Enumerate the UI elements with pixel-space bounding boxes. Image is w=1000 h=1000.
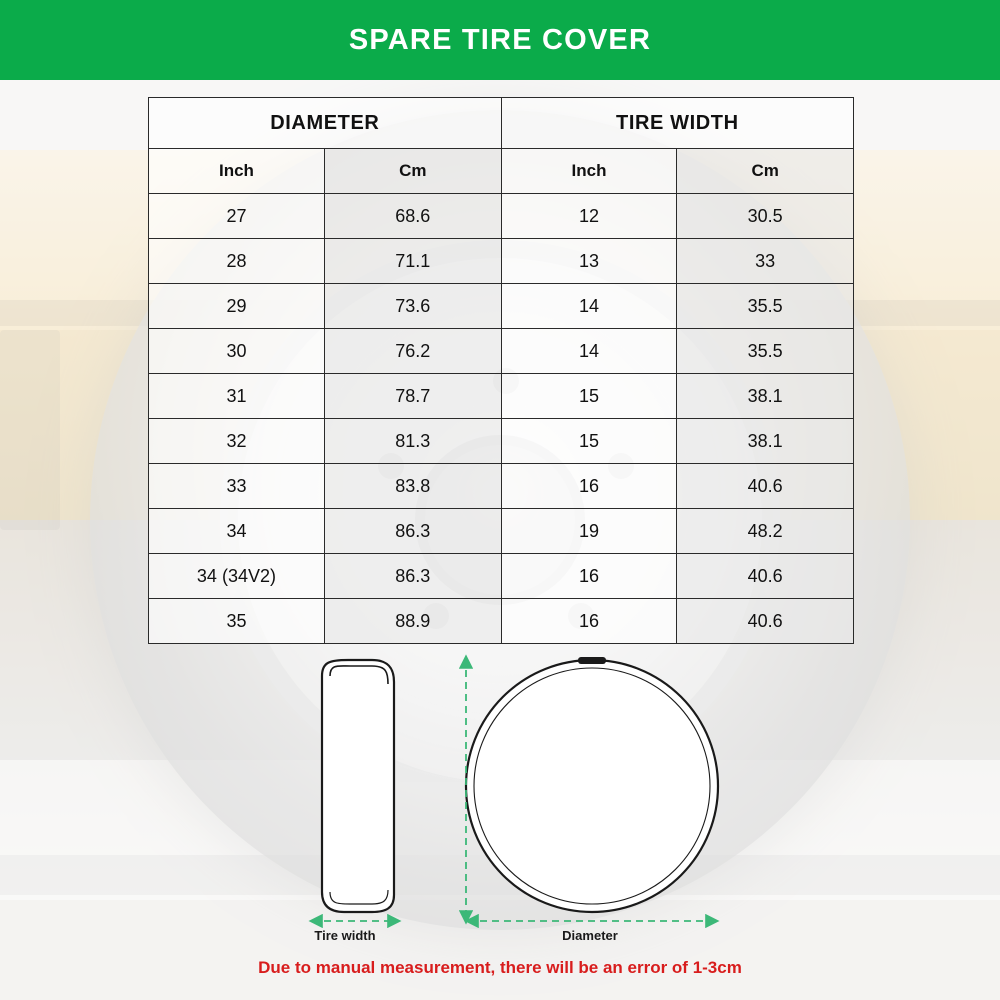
cell-diameter-inch: 31 xyxy=(149,374,325,419)
cell-width-cm: 35.5 xyxy=(677,284,854,329)
group-header-tire-width: TIRE WIDTH xyxy=(501,98,853,149)
table-row xyxy=(149,464,854,509)
table-row xyxy=(149,554,854,599)
cell-diameter-inch: 35 xyxy=(149,599,325,644)
cell-diameter-cm: 86.3 xyxy=(324,509,501,554)
table-row xyxy=(149,239,854,284)
table-subheader-row xyxy=(149,149,854,194)
subheader-diameter-inch: Inch xyxy=(149,149,325,194)
table-row xyxy=(149,284,854,329)
size-chart-table xyxy=(148,97,854,644)
cell-diameter-inch: 29 xyxy=(149,284,325,329)
cell-width-inch: 13 xyxy=(501,239,677,284)
table-row xyxy=(149,194,854,239)
cell-width-inch: 12 xyxy=(501,194,677,239)
subheader-width-cm: Cm xyxy=(677,149,854,194)
cell-width-cm: 40.6 xyxy=(677,464,854,509)
tire-width-caption: Tire width xyxy=(314,928,376,943)
cell-diameter-inch: 30 xyxy=(149,329,325,374)
cell-width-inch: 19 xyxy=(501,509,677,554)
cell-diameter-cm: 81.3 xyxy=(324,419,501,464)
cell-diameter-cm: 76.2 xyxy=(324,329,501,374)
diameter-caption: Diameter xyxy=(562,928,618,943)
cell-width-cm: 35.5 xyxy=(677,329,854,374)
table-group-header-row xyxy=(149,98,854,149)
table-row xyxy=(149,329,854,374)
measurement-disclaimer: Due to manual measurement, there will be an error of 1-3cm xyxy=(258,958,742,977)
measurement-diagram xyxy=(0,640,1000,960)
cell-diameter-cm: 86.3 xyxy=(324,554,501,599)
cell-diameter-cm: 78.7 xyxy=(324,374,501,419)
cell-width-cm: 40.6 xyxy=(677,554,854,599)
cell-width-cm: 33 xyxy=(677,239,854,284)
page-title: SPARE TIRE COVER xyxy=(348,23,652,56)
cover-side-view xyxy=(322,660,394,912)
cell-diameter-cm: 73.6 xyxy=(324,284,501,329)
table-row xyxy=(149,374,854,419)
cell-width-cm: 38.1 xyxy=(677,374,854,419)
cell-diameter-inch: 28 xyxy=(149,239,325,284)
cell-diameter-inch: 33 xyxy=(149,464,325,509)
cell-width-inch: 16 xyxy=(501,599,677,644)
table-row xyxy=(149,509,854,554)
cell-width-inch: 14 xyxy=(501,329,677,374)
cell-width-cm: 30.5 xyxy=(677,194,854,239)
cell-diameter-cm: 71.1 xyxy=(324,239,501,284)
table-row xyxy=(149,599,854,644)
cell-diameter-cm: 83.8 xyxy=(324,464,501,509)
cell-diameter-cm: 88.9 xyxy=(324,599,501,644)
cell-width-inch: 16 xyxy=(501,464,677,509)
cell-diameter-inch: 27 xyxy=(149,194,325,239)
group-header-diameter: DIAMETER xyxy=(149,98,502,149)
subheader-width-inch: Inch xyxy=(501,149,677,194)
cell-diameter-inch: 34 (34V2) xyxy=(149,554,325,599)
table-row xyxy=(149,419,854,464)
cell-width-cm: 40.6 xyxy=(677,599,854,644)
cell-width-cm: 38.1 xyxy=(677,419,854,464)
page-header xyxy=(0,0,1000,80)
cell-width-cm: 48.2 xyxy=(677,509,854,554)
subheader-diameter-cm: Cm xyxy=(324,149,501,194)
cell-width-inch: 15 xyxy=(501,374,677,419)
cell-diameter-inch: 34 xyxy=(149,509,325,554)
diagram-svg xyxy=(0,640,1000,960)
cell-width-inch: 15 xyxy=(501,419,677,464)
cell-diameter-cm: 68.6 xyxy=(324,194,501,239)
cell-width-inch: 14 xyxy=(501,284,677,329)
cell-diameter-inch: 32 xyxy=(149,419,325,464)
cover-front-view xyxy=(466,657,718,912)
cell-width-inch: 16 xyxy=(501,554,677,599)
